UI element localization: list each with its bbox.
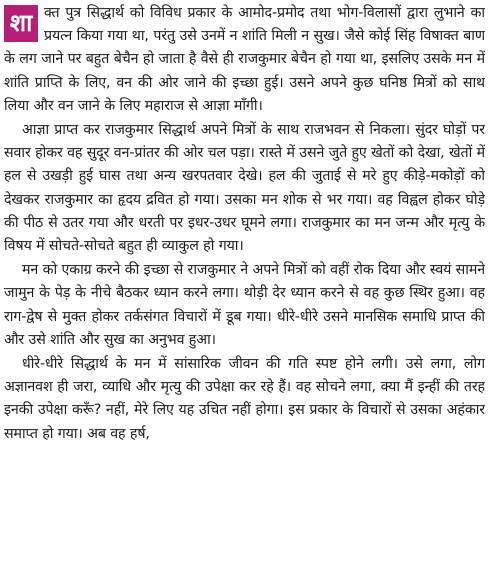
drop-cap: शा <box>4 5 38 42</box>
paragraph-1 <box>4 2 485 118</box>
paragraph-3: मन को एकाग्र करने की इच्छा से राजकुमार ने अपने मित्रों को वहीं रोक दिया और स्वयं सामने जामुन के पेड़ के नीचे बैठकर ध्यान करने लगा। थोड़ी देर ध्यान करने से वह कुछ स्थिर हुआ। वह राग-द्वेष से मुक्त होकर तर्कसंगत विचारों में डूब गया। धीरे-धीरे उसने मानसिक समाधि प्राप्त की और उसे शांति और सुख का अनुभव हुआ। <box>4 262 485 348</box>
paragraph-4: धीरे-धीरे सिद्धार्थ के मन में सांसारिक जीवन की गति स्पष्ट होने लगी। उसे लगा, लोग अज्ञानवश ही जरा, व्याधि और मृत्यु की उपेक्षा कर रहे हैं। वह सोचने लगा, क्या मैं इन्हीं की तरह इनकी उपेक्षा करूँ? नहीं, मेरे लिए यह उचित नहीं होगा। इस प्रकार के विचारों से उसका अहंकार समाप्त हो गया। अब वह हर्ष, <box>4 356 485 442</box>
paragraph-1-text: क्त पुत्र सिद्धार्थ को विविध प्रकार के आमोद-प्रमोद तथा भोग-विलासों द्वारा लुभाने का प्रयत्न किया गया था, परंतु उसे उनमें न शांति मिली न सुख। जैसे कोई सिंह विषाक्त बाण के लग जाने पर बहुत बेचैन हो जाता है वैसे ही राजकुमार बेचैन हो गया था, इसलिए उसके मन में शांति प्राप्ति के लिए, वन की ओर जाने की इच्छा हुई। उसने अपने कुछ घनिष्ठ मित्रों को साथ लिया और वन जाने के लिए महाराज से आज्ञा माँगी। <box>4 5 485 114</box>
document-page <box>4 2 485 586</box>
paragraph-2: आज्ञा प्राप्त कर राजकुमार सिद्धार्थ अपने मित्रों के साथ राजभवन से निकला। सुंदर घोड़ों पर सवार होकर वह सुदूर वन-प्रांतर की ओर चल पड़ा। रास्ते में उसने जुते हुए खेतों को देखा, खेतों में हल से उखड़ी हुई घास तथा अन्य खरपतवार देखे। हल की जुताई से मरे हुए कीड़े-मकोड़ों को देखकर राजकुमार का हृदय द्रवित हो गया। उसका मन शोक से भर गया। वह विह्वल होकर घोड़े की पीठ से उतर गया और धरती पर इधर-उधर घूमने लगा। राजकुमार का मन जन्म और मृत्यु के विषय में सोचते-सोचते बहुत ही व्याकुल हो गया। <box>4 122 485 255</box>
